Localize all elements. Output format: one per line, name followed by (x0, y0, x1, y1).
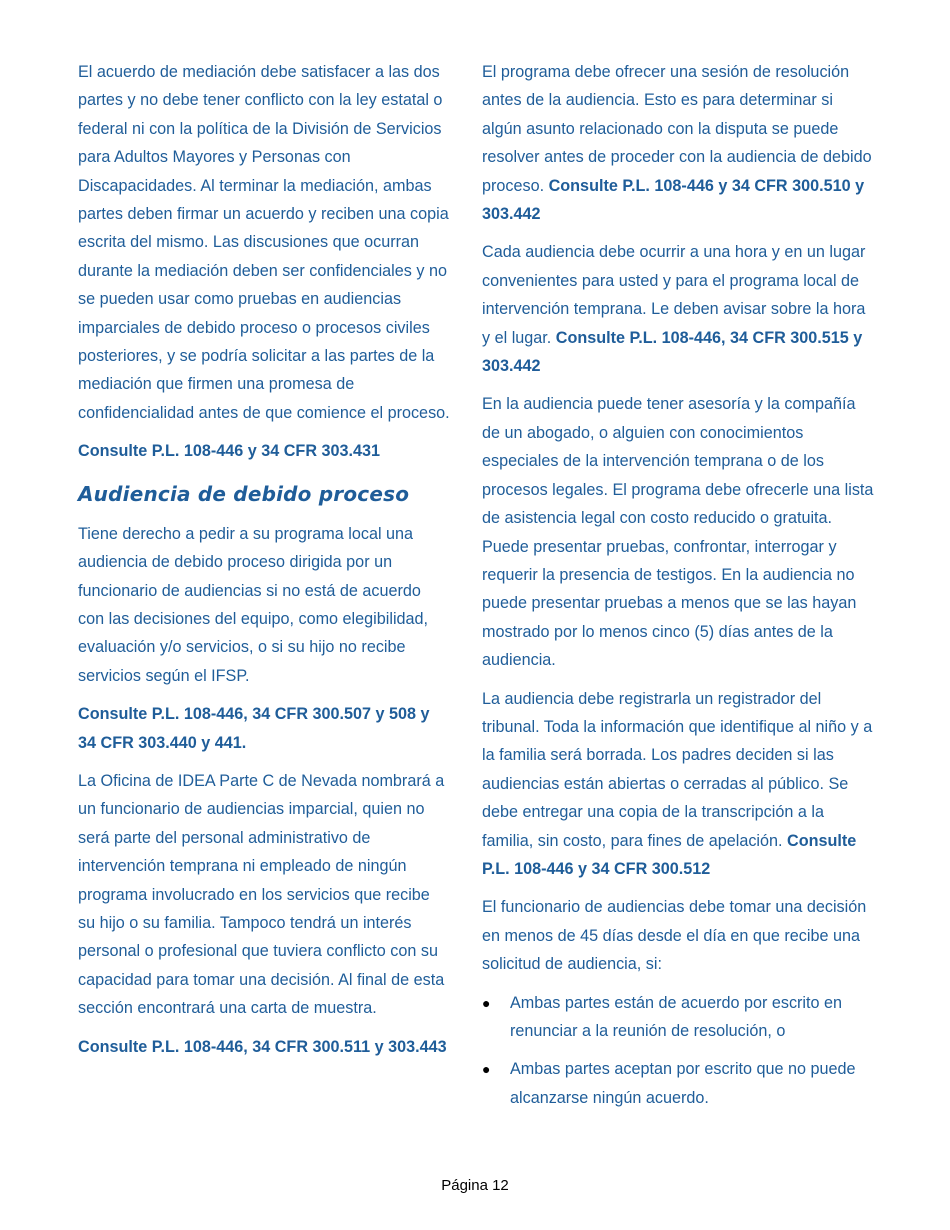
hearing-time-place-paragraph (482, 238, 874, 380)
legal-counsel-paragraph: En la audiencia puede tener asesoría y la compañía de un abogado, o alguien con conocimientos especiales de la intervención temprana o de los procesos legales. El programa debe ofrecerle una lista de asistencia legal con costo reducido o gratuita. Puede presentar pruebas, confrontar, interrogar y requerir la presencia de testigos. En la audiencia no puede presentar pruebas a menos que se las hayan mostrado por lo menos cinco (5) días antes de la audiencia. (482, 395, 874, 670)
hearing-request-paragraph: Tiene derecho a pedir a su programa local una audiencia de debido proceso dirigida por un funcionario de audiencias si no está de acuerdo con las decisiones del equipo, como elegibilidad, evaluación y/o servicios, o si su hijo no recibe servicios según el IFSP. (78, 524, 429, 685)
resolution-session-text: El programa debe ofrecer una sesión de resolución antes de la audiencia. Esto es para determinar si algún asunto relacionado con la disputa se puede resolver antes de proceder con la audiencia de debido proceso. (482, 63, 872, 195)
court-reporter-text: La audiencia debe registrarla un registrador del tribunal. Toda la información que identifique al niño y a la familia será borrada. Los padres deciden si las audiencias están abiertas o cerradas al público. Se debe entregar una copia de la transcripción a la familia, sin costo, para fines de apelación. (482, 689, 873, 850)
right-column (482, 58, 874, 1122)
left-column (78, 58, 450, 1071)
court-reporter-paragraph (482, 685, 874, 884)
section-heading-due-process: Audiencia de debido proceso (78, 481, 410, 506)
list-item (482, 1055, 874, 1112)
hearing-officer-paragraph: La Oficina de IDEA Parte C de Nevada nombrará a un funcionario de audiencias imparcial, quien no será parte del personal administrativo de intervención temprana ni empleado de ningún programa involucrado en los servicios que recibe su hijo o su familia. Tampoco tendrá un interés personal o profesional que tuviera conflicto con su capacidad para tomar una decisión. Al final de esta sección encontrará una carta de muestra. (78, 771, 445, 1018)
list-item-text: Ambas partes aceptan por escrito que no puede alcanzarse ningún acuerdo. (510, 1060, 856, 1107)
page-number: Página 12 (441, 1177, 509, 1194)
resolution-session-paragraph (482, 58, 874, 228)
reference-300-511: Consulte P.L. 108-446, 34 CFR 300.511 y 303.443 (78, 1037, 447, 1056)
conditions-list (482, 989, 874, 1113)
reference-300-510: Consulte P.L. 108-446 y 34 CFR 300.510 y 303.442 (482, 176, 865, 224)
mediation-agreement-paragraph: El acuerdo de mediación debe satisfacer a las dos partes y no debe tener conflicto con la ley estatal o federal ni con la política de la División de Servicios para Adultos Mayores y Personas con Discapacidades. Al terminar la mediación, ambas partes deben firmar un acuerdo y reciben una copia escrita del mismo. Las discusiones que ocurran durante la mediación deben ser confidenciales y no se pueden usar como pruebas en audiencias imparciales de debido proceso o procesos civiles posteriores, y se podría solicitar a las partes de la mediación que firmen una promesa de confidencialidad antes de que comience el proceso. (78, 63, 450, 422)
hearing-time-place-text: Cada audiencia debe ocurrir a una hora y en un lugar convenientes para usted y para el programa local de intervención temprana. Le deben avisar sobre la hora y el lugar. (482, 243, 866, 347)
decision-deadline-paragraph: El funcionario de audiencias debe tomar una decisión en menos de 45 días desde el día en que recibe una solicitud de audiencia, si: (482, 898, 867, 974)
bullet-icon: ● (482, 994, 491, 1011)
list-item (482, 989, 874, 1046)
bullet-icon: ● (482, 1061, 491, 1078)
reference-300-515: Consulte P.L. 108-446, 34 CFR 300.515 y 303.442 (482, 328, 863, 376)
reference-303-431: Consulte P.L. 108-446 y 34 CFR 303.431 (78, 442, 381, 461)
reference-300-512: Consulte P.L. 108-446 y 34 CFR 300.512 (482, 831, 857, 878)
reference-300-507: Consulte P.L. 108-446, 34 CFR 300.507 y 508 y 34 CFR 303.440 y 441. (78, 705, 430, 752)
list-item-text: Ambas partes están de acuerdo por escrito en renunciar a la reunión de resolución, o (510, 993, 843, 1040)
